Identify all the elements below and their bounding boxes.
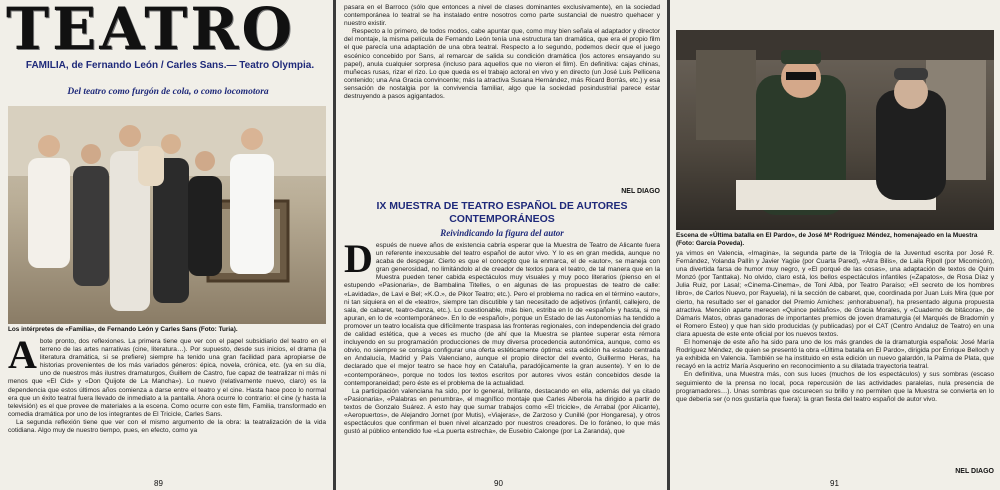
muestra-headline: IX MUESTRA DE TEATRO ESPAÑOL DE AUTORES CONTEMPORÁNEOS — [376, 200, 628, 225]
photo-illustration — [8, 106, 326, 324]
muestra-paragraph-1: espués de nueve años de existencia cabría esperar que la Muestra de Teatro de Alicante fuera un referente inexcusable del teatro español de autor vivo. Y lo es en gran medida, aunque no acaba de despegar. Cierto es que el concepto que la enmarca, el de «autor», se maneja con gran generosidad, no limitándolo al de creador de textos para el teatro, de tal manera que en la Muestra pueden tener cabida espectáculos muy visuales y muy poco literarios (pienso en el estupendo «Pasionaria», de Bambalina Titelles, o en algunas de las propuestas de teatro de calle: «Lavidada», de Lavi e Bel; «K.O.», de Pikor Teatro; etc.). Pero el problema no radica en el término «autor», ni tan siquiera en el de «teatro», siempre tan discutible y tan necesitado de adjetivos (infantil, callejero, de sala, de cabaret, teatro-danza, etc.). Lo cuestionable, más bien, estriba en lo de «español» y hasta, si me apuran, en lo de «contemporáneo». En lo de «español», porque un Estado de las Autonomías ha tendido a promover un teatro localista que difícilmente traspasa las fronteras regionales, con independencia del grado de calidad estética, que a veces es mucho (de ahí que la Muestra se plantee superar esta rémora incluyendo en su programación producciones de muy diversa procedencia autonómica, aunque, como es obvio, no siempre se consiga configurar una oferta estéticamente óptima: esta edición ha estado centrada en Andalucía, Madrid y País Valenciano, aunque el propio director del evento, Guillermo Heras, ha declarado que el mejor teatro se hace hoy en Cataluña, paradójicamente la gran ausente). Y en lo de «contemporáneo», porque no todos los textos escritos por autores vivos están concebidos desde la contemporaneidad; pero éste es el problema de la actualidad. — [344, 242, 660, 387]
author-signature-top: NEL DIAGO — [621, 188, 660, 195]
body-paragraph-3: En definitiva, una Muestra más, con sus luces (muchos de los espectáculos) y sus sombras (escaso seguimiento de la prensa no local, poca repercusión de las actividades paralelas, nula presencia de programadores…). Unas sombras que oscurecen su brillo y no permiten que la Muestra se convierta en lo que debería ser (o nos gustaría que fuera): la gran fiesta del teatro español de autor vivo. — [676, 371, 994, 403]
ultima-batalla-photo — [676, 30, 994, 230]
body-paragraph-2: La segunda reflexión tiene que ver con el mismo argumento de la obra: la teatralización de la vida cotidiana. Algo muy de nuestro tiempo, pues, en efecto, como ya — [8, 418, 326, 435]
muestra-body — [344, 242, 660, 476]
photo-caption: Los intérpretes de «Familia», de Fernando León y Carles Sans (Foto: Turia). — [8, 326, 238, 333]
article-body — [676, 250, 994, 466]
body-paragraph-1: bote pronto, dos reflexiones. La primera tiene que ver con el papel subsidiario del teatro en el terreno de las artes narrativas (cine, literatura…). Por supuesto, desde sus inicios, el drama (la literatura dramática, si se prefiere) siempre ha tenido una gran facilidad para apropiarse de historias provenientes de los más variados géneros: épica, novela, crónica, etc. (ya en su día, uno de nuestros más ilustres dramaturgos, Guillem de Castro, fue capaz de teatralizar ni más ni menos que «El Cid» y «Don Quijote de La Mancha»). Lo nuevo (relativamente nuevo, claro) es la dependencia que estos últimos años comienza a darse entre el teatro y el cine. Hasta hace poco lo normal era que un éxito teatral fuera llevado de inmediato a la pantalla. Ahora ocurre lo contrario: el cine (y hasta la televisión) es el que provee de materiales a la escena. Como ocurre con este film, Familia, transformado en comedia dramática por uno de los integrantes de El Tricicle, Carles Sans. — [8, 338, 326, 418]
continued-text — [344, 4, 660, 186]
review-headline: FAMILIA, de Fernando León / Carles Sans.— Teatro Olympia. — [25, 60, 315, 71]
muestra-subtitle: Reivindicando la figura del autor — [440, 228, 564, 238]
page-number: 89 — [154, 479, 163, 488]
drop-cap: A — [8, 338, 37, 377]
familia-cast-photo — [8, 106, 326, 324]
page-90 — [336, 0, 667, 490]
photo-illustration — [676, 30, 994, 230]
article-body — [8, 338, 326, 476]
body-paragraph-1: ya vimos en Valencia, «Imagina», la segunda parte de la Trilogía de la Juventud escrita por José R. Fernández, Yolanda Pallín y Javier Yagüe (por Cuarta Pared), «Atra Bilis», de Laila Ripoll (por Micomicón), una divertida farsa de humor muy negro, y «El porqué de las cosas», una adaptación de textos de Quim Monzó (por Tanttaka). No olvido, claro está, los bellos espectáculos infantiles («Zapatos», de Rosa Díaz y Julia Ruiz, por Lasal; «Cinema-Cinema», de Toni Albà, por Teatro Paraíso; «El secreto de los hombres libro», de Carlos Nuevo, por Rayuela), ni la sección de cabaret, que, coordinada por Juan Luis Mira (que por cierto, ha resultado ser el ganador del Premio Arniches: ¡enhorabuena!), ha presentado alguna propuesta atractiva. Mención aparte merecen «Quince peldaños», de Gracia Morales, y «Cuaderno de bitácora», de Dámaris Matos, obras ganadoras de importantes premios de joven dramaturgia (el Marqués de Bradomín y el Romero Esteo) y que han sido producidas (y publicadas) por el CAT (Centro Andaluz de Teatro) en una clara apuesta de este ente oficial por los nuevos textos. — [676, 250, 994, 338]
author-signature: NEL DIAGO — [955, 468, 994, 475]
page-89 — [0, 0, 333, 490]
review-subtitle: Del teatro como furgón de cola, o como locomotora — [67, 87, 269, 97]
page-91 — [670, 0, 1000, 490]
continued-paragraph-1: pasara en el Barroco (sólo que entonces a nivel de clases dominantes exclusivamente), en la sociedad contemporánea lo teatral se ha instalado entre nosotros como parte sustancial de nuestro quehacer y nuestro existir. — [344, 4, 660, 28]
page-number: 90 — [494, 479, 503, 488]
muestra-paragraph-2: La participación valenciana ha sido, por lo general, brillante, destacando en ella, además del ya citado «Pasionaria», «Palabras en penumbra», el magnífico montaje que Carles Alberola ha dirigido a partir de textos de Gonzalo Suárez. A esto hay que sumar trabajos como «El tricicle», de Arrabal (por Alicante), «Aeropuertos», de Alejandro Jornet (por Mutis), «Viajeras», de Zarzoso y Cunillé (por Hongaresa), y otros espectáculos que confirman el buen nivel alcanzado por nuestros creadores. De lo foráneo, lo que más gustó al público entendido fue «La puerta estrecha», de Eusebio Calonge (por La Zaranda), que — [344, 387, 660, 436]
photo-caption: Escena de «Última batalla en El Pardo», de José Mª Rodríguez Méndez, homenajeado en la Muestra (Foto: García Poveda). — [676, 232, 978, 247]
body-paragraph-2: El homenaje de este año ha sido para uno de los más grandes de la dramaturgia española: José María Rodríguez Méndez, de quien se presentó la obra «Última batalla en El Pardo», dirigida por Enrique Belloch y ya exhibida en Valencia. También se ha instituido en esta edición un nuevo galardón, la Palma de Plata, que recayó en la actriz María Asquerino en reconocimiento a su dilatada trayectoria teatral. — [676, 339, 994, 371]
page-number: 91 — [830, 479, 839, 488]
continued-paragraph-2: Respecto a lo primero, de todos modos, cabe apuntar que, como muy bien señala el adaptador y director del montaje, la misma película de Fernando León tenía una estructura tan dramática, que era el propio film el que parecía una adaptación de una obra teatral. Respecto a lo segundo, podemos decir que el juego escénico concebido por Sans, al remarcar de salida su condición dramática (los actores ensayando su papel), anula cualquier sorpresa (incluso para aquellos que no vieron el film). En definitiva: cajas chinas, muñecas rusas, rizar el rizo. Lo que queda es el trabajo actoral en vivo y en directo (un José Luis Pellicena contenido; una Ana Gracia convincente; más la atractiva Susana Hernández, más Ricard Borràs, etc.) y esa sensación de nostalgia por la convivencia familiar, algo que la sociedad posindustrial parece estar destruyendo a pasos agigantados. — [344, 28, 660, 101]
drop-cap: D — [344, 242, 373, 281]
masthead-title: TEATRO — [6, 2, 296, 56]
